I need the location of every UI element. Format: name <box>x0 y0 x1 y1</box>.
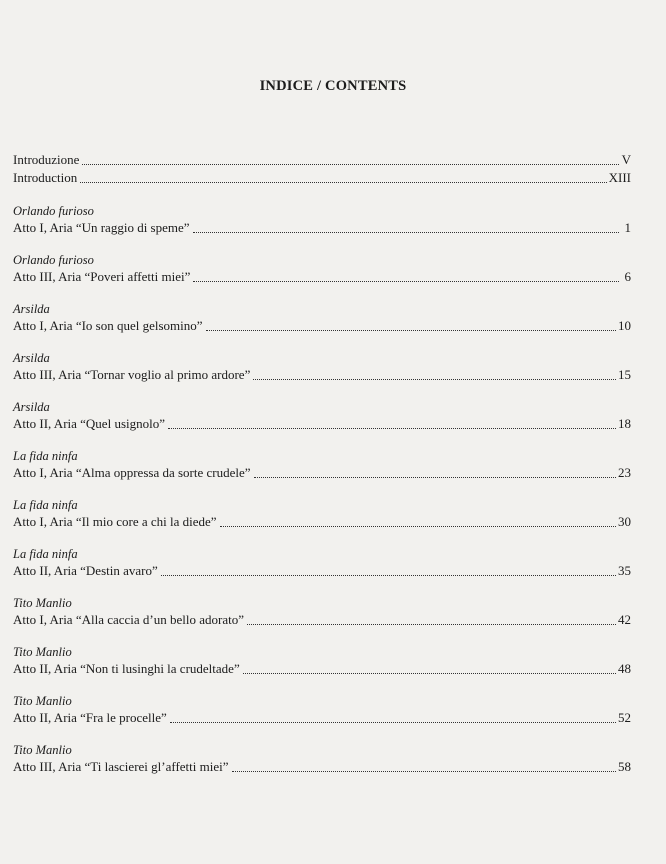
page-number: 58 <box>618 759 631 774</box>
work-title: Tito Manlio <box>13 645 72 659</box>
work-title: Arsilda <box>13 400 50 414</box>
dot-leader <box>220 518 616 527</box>
work-title: Tito Manlio <box>13 694 72 708</box>
toc-row[interactable] <box>13 416 631 432</box>
page-number: 15 <box>618 367 631 382</box>
dot-leader <box>232 763 616 772</box>
work-title: Orlando furioso <box>13 253 94 267</box>
page-number: 30 <box>618 514 631 529</box>
work-title: Orlando furioso <box>13 204 94 218</box>
page-number: 18 <box>618 416 631 431</box>
dot-leader <box>80 174 606 183</box>
toc-row[interactable] <box>13 367 631 383</box>
toc-entry-label: Introduzione <box>13 152 80 167</box>
dot-leader <box>253 371 616 380</box>
toc-entry-label: Atto II, Aria “Non ti lusinghi la crudeltade” <box>13 661 240 676</box>
dot-leader <box>193 224 619 233</box>
work-title: Tito Manlio <box>13 743 72 757</box>
toc-row[interactable] <box>13 269 631 285</box>
toc-row[interactable] <box>13 710 631 726</box>
page-title: INDICE / CONTENTS <box>259 78 407 94</box>
dot-leader <box>193 273 619 282</box>
toc-row-introduzione[interactable] <box>13 152 631 168</box>
work-title: La fida ninfa <box>13 449 78 463</box>
page-number: 42 <box>618 612 631 627</box>
page-number: 6 <box>624 269 631 284</box>
page-number: 35 <box>618 563 631 578</box>
toc-entry-label: Atto II, Aria “Destin avaro” <box>13 563 158 578</box>
work-title: Arsilda <box>13 302 50 316</box>
toc-row-introduction[interactable] <box>13 170 631 186</box>
toc-row[interactable] <box>13 661 631 677</box>
dot-leader <box>247 616 616 625</box>
page-number: 10 <box>618 318 631 333</box>
dot-leader <box>168 420 616 429</box>
toc-entry-label: Atto III, Aria “Ti lascierei gl’affetti miei” <box>13 759 229 774</box>
toc-entry-label: Atto I, Aria “Alma oppressa da sorte crudele” <box>13 465 251 480</box>
work-title: Tito Manlio <box>13 596 72 610</box>
dot-leader <box>206 322 616 331</box>
toc-entry-label: Atto I, Aria “Io son quel gelsomino” <box>13 318 203 333</box>
toc-row[interactable] <box>13 759 631 775</box>
work-title: La fida ninfa <box>13 547 78 561</box>
toc-row[interactable] <box>13 563 631 579</box>
dot-leader <box>243 665 616 674</box>
toc-entry-label: Atto II, Aria “Fra le procelle” <box>13 710 167 725</box>
toc-entry-label: Atto I, Aria “Alla caccia d’un bello adorato” <box>13 612 245 627</box>
work-title: La fida ninfa <box>13 498 78 512</box>
toc-entry-label: Atto III, Aria “Tornar voglio al primo ardore” <box>13 367 251 382</box>
toc-row[interactable] <box>13 220 631 236</box>
toc-entry-label: Atto I, Aria “Il mio core a chi la diede” <box>13 514 217 529</box>
dot-leader <box>254 469 616 478</box>
toc-row[interactable] <box>13 514 631 530</box>
toc-row[interactable] <box>13 318 631 334</box>
page-number: 52 <box>618 710 631 725</box>
toc-row[interactable] <box>13 612 631 628</box>
page-number: 48 <box>618 661 631 676</box>
toc-entry-label: Introduction <box>13 170 78 185</box>
work-title: Arsilda <box>13 351 50 365</box>
page-number: XIII <box>608 170 631 185</box>
toc-entry-label: Atto III, Aria “Poveri affetti miei” <box>13 269 191 284</box>
page-number: 23 <box>618 465 631 480</box>
dot-leader <box>82 156 619 165</box>
toc-row[interactable] <box>13 465 631 481</box>
toc-entry-label: Atto II, Aria “Quel usignolo” <box>13 416 165 431</box>
page-number: V <box>621 152 631 167</box>
toc-entry-label: Atto I, Aria “Un raggio di speme” <box>13 220 190 235</box>
page-number: 1 <box>624 220 631 235</box>
dot-leader <box>161 567 616 576</box>
dot-leader <box>170 714 616 723</box>
